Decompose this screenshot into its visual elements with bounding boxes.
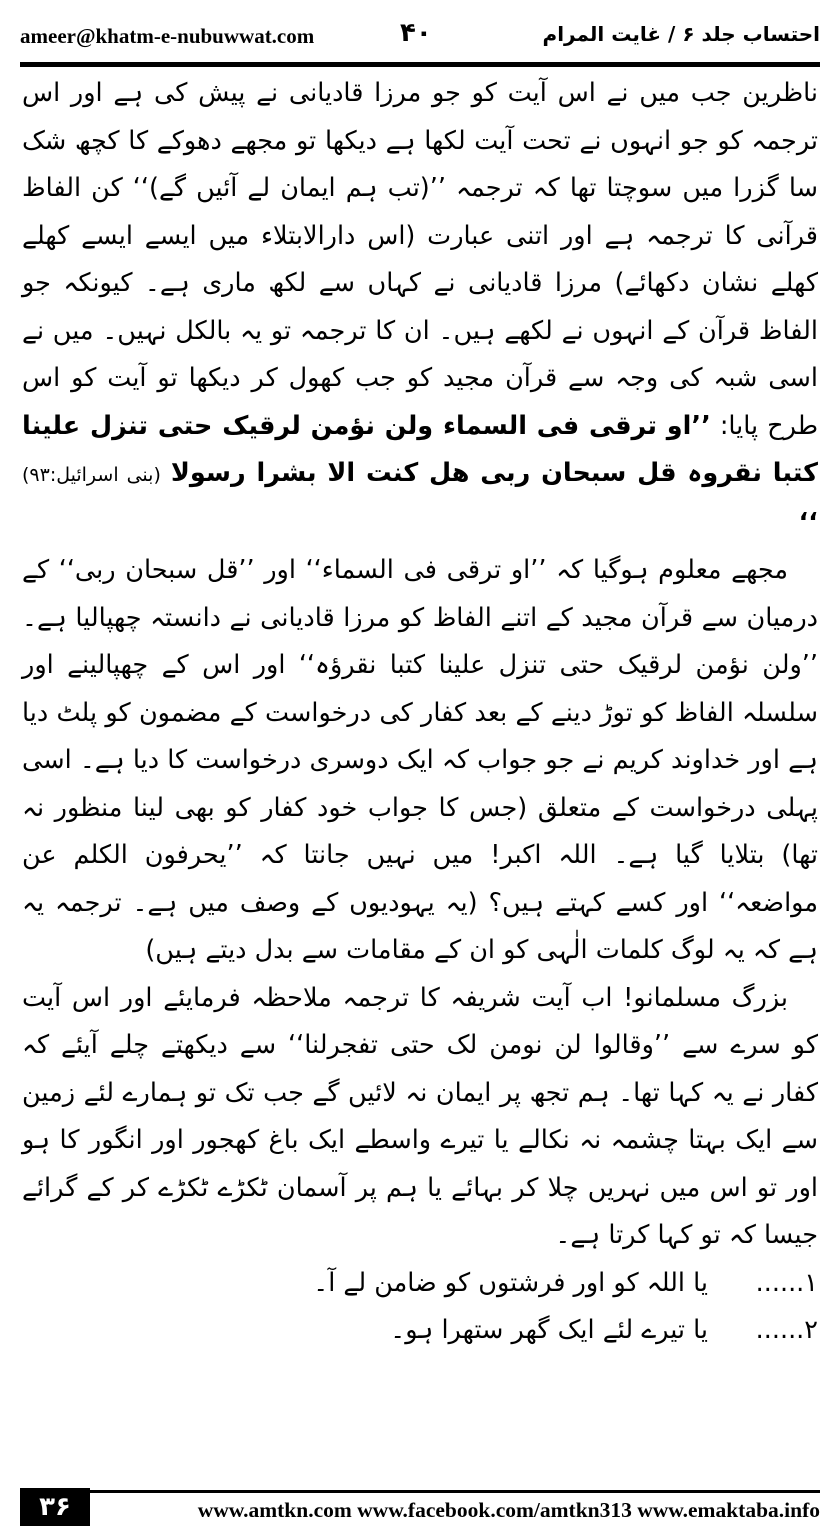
footer-page-number: ۳۶ — [20, 1488, 90, 1526]
page-body — [22, 70, 818, 1480]
footer-links[interactable]: www.amtkn.com www.facebook.com/amtkn313 www.emaktaba.info — [197, 1498, 820, 1522]
paragraph-2: مجھے معلوم ہوگیا کہ ’’او ترقی فی السماء‘‘ اور ’’قل سبحان ربی‘‘ کے درمیان سے قرآن مجید کے اتنے الفاظ کو مرزا قادیانی نے دانستہ چھپالیا ہے۔ ’’ولن نؤمن لرقیک حتی تنزل علینا کتبا نقرؤہ‘‘ اور اس کے چھپالینے اور سلسلہ الفاظ کو توڑ دینے کے بعد کفار کی درخواست کے مضمون کو پلٹ دیا ہے اور خداوند کریم نے جو جواب کہ ایک دوسری درخواست کا دیا ہے۔ اسی پہلی درخواست کے متعلق (جس کا جواب خود کفار کو بھی لینا منظور نہ تھا) بتلایا گیا ہے۔ اللہ اکبر! میں نہیں جانتا کہ ’’یحرفون الکلم عن مواضعہ‘‘ اور کسے کہتے ہیں؟ (یہ یہودیوں کے وصف میں ہے۔ ترجمہ یہ ہے کہ یہ لوگ کلمات الٰہی کو ان کے مقامات سے بدل دیتے ہیں) — [22, 555, 818, 965]
list-item — [22, 1307, 818, 1355]
list-item — [22, 1260, 818, 1308]
list-text: یا تیرے لئے ایک گھر ستھرا ہو۔ — [390, 1315, 708, 1345]
numbered-list — [22, 1260, 818, 1355]
paragraph-1-text: ناظرین جب میں نے اس آیت کو جو مرزا قادیانی نے پیش کی ہے اور اس ترجمہ کو جو انہوں نے تحت آیت لکھا ہے دیکھا تو مجھے دھوکے کا کچھ شک سا گزرا میں سوچتا تھا کہ ترجمہ ’’(تب ہم ایمان لے آئیں گے)‘‘ کن الفاظ قرآنی کا ترجمہ ہے اور اتنی عبارت (اس دارالابتلاء میں ایسے ایسے کھلے کھلے نشان دکھائے) مرزا قادیانی نے کہاں سے لکھ ماری ہے۔ کیونکہ جو الفاظ قرآن کے انہوں نے لکھے ہیں۔ ان کا ترجمہ تو یہ بالکل نہیں۔ میں نے اسی شبہ کی وجہ سے قرآن مجید کو جب کھول کر دیکھا تو آیت کو اس طرح پایا: — [22, 78, 819, 441]
paragraph-1 — [22, 70, 818, 547]
paragraph-3: بزرگ مسلمانو! اب آیت شریفہ کا ترجمہ ملاحظہ فرمایئے اور اس آیت کو سرے سے ’’وقالوا لن نومن لک حتی تفجرلنا‘‘ سے دیکھتے چلے آیئے کہ کفار نے یہ کہا تھا۔ ہم تجھ پر ایمان نہ لائیں گے جب تک تو ہمارے لئے زمین سے ایک بہتا چشمہ نہ نکالے یا تیرے واسطے ایک باغ کھجور اور انگور کا ہو اور تو اس میں نہریں چلا کر بہائے یا ہم پر آسمان ٹکڑے ٹکڑے کر کے گرائے جیسا کہ تو کہا کرتا ہے۔ — [22, 982, 818, 1250]
list-text: یا اللہ کو اور فرشتوں کو ضامن لے آ۔ — [313, 1267, 708, 1298]
quran-quote: ’’او ترقی فی السماء ولن نؤمن لرقیک حتی تنزل علینا کتبا نقروہ قل سبحان ربی هل کنت الا بشرا رسولا — [22, 410, 819, 488]
header-page-number: ۴۰ — [400, 18, 432, 48]
list-number: ۱...... — [755, 1267, 818, 1298]
quote-close: ‘‘ — [798, 507, 818, 538]
page-header — [20, 18, 820, 58]
list-number: ۲...... — [755, 1315, 818, 1345]
header-rule — [20, 62, 820, 67]
header-book-title: احتساب جلد ۶ / غایت المرام — [542, 22, 820, 46]
quote-reference: (بنی اسرائیل:۹۳) — [22, 464, 161, 486]
page-footer — [20, 1488, 820, 1528]
header-email[interactable]: ameer@khatm-e-nubuwwat.com — [20, 24, 315, 48]
footer-rule — [90, 1490, 820, 1493]
